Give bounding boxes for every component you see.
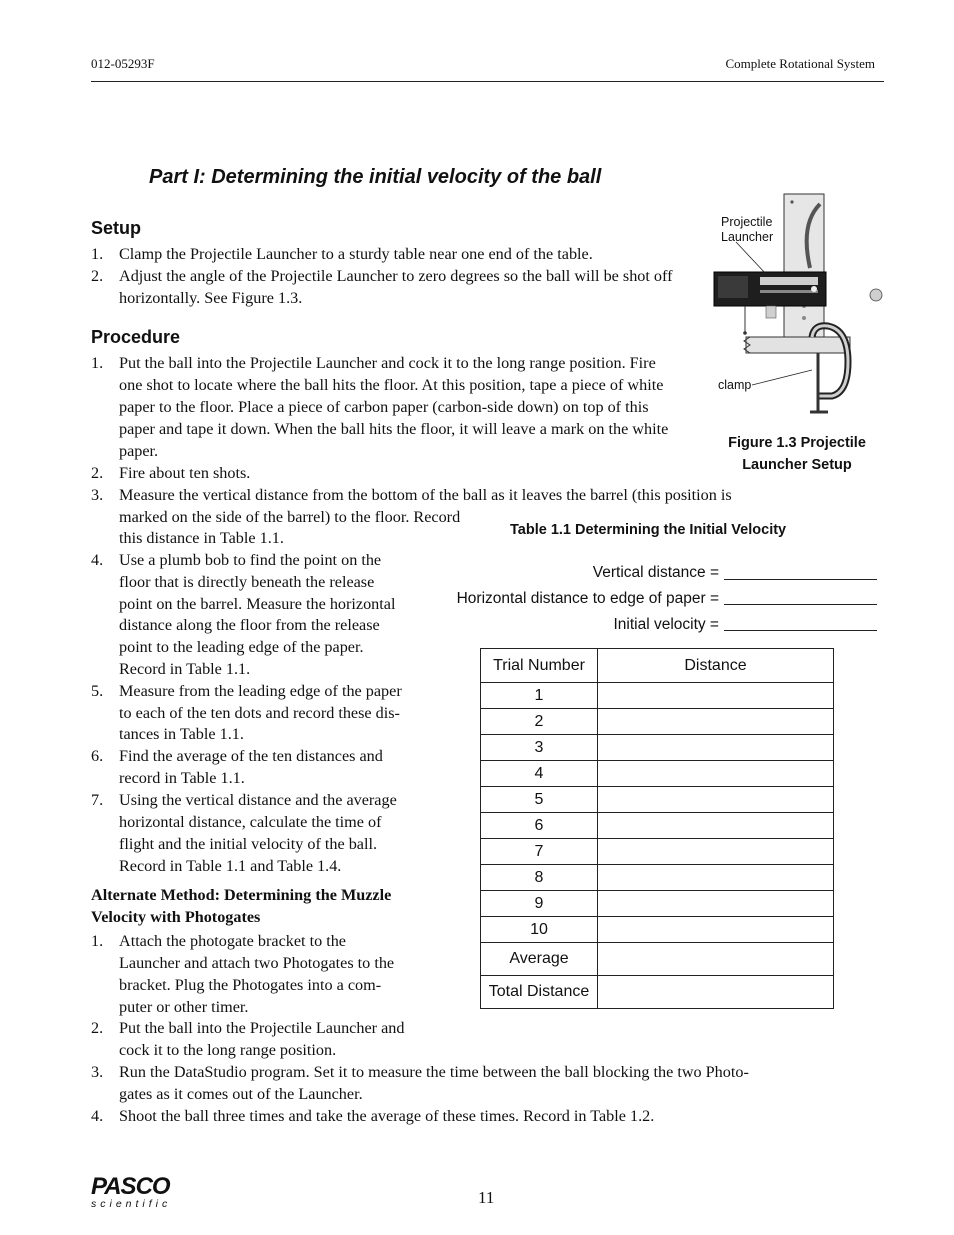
item-line: Clamp the Projectile Launcher to a sturdy table near one end of the table.	[119, 245, 593, 263]
table-row	[481, 917, 834, 943]
ball	[870, 289, 882, 301]
barrel-knob	[811, 286, 817, 292]
average-cell	[598, 943, 834, 976]
item-line: Attach the photogate bracket to the	[119, 932, 346, 950]
item-number: 2.	[91, 1019, 104, 1037]
distance-cell	[598, 709, 834, 735]
item-line: puter or other timer.	[119, 998, 249, 1016]
item-line: horizontal distance, calculate the time of	[119, 813, 382, 831]
doc-number: 012-05293F	[91, 56, 155, 71]
plate-screw	[790, 200, 793, 203]
table-row	[481, 839, 834, 865]
distance-cell	[598, 761, 834, 787]
item-line: Put the ball into the Projectile Launcher and	[119, 1019, 405, 1037]
setup-heading: Setup	[91, 218, 142, 238]
release-mark-dot	[743, 331, 747, 335]
item-number: 2.	[91, 464, 104, 482]
table-row	[481, 865, 834, 891]
item-line: to each of the ten dots and record these dis-	[119, 704, 400, 722]
average-label: Average	[481, 943, 598, 976]
distance-cell	[598, 787, 834, 813]
total-distance-label: Total Distance	[481, 976, 598, 1009]
table-row	[481, 787, 834, 813]
item-line: record in Table 1.1.	[119, 769, 245, 787]
item-line: Record in Table 1.1.	[119, 660, 251, 678]
trial-number: 9	[481, 891, 598, 917]
item-line: Fire about ten shots.	[119, 464, 251, 482]
item-line: Record in Table 1.1 and Table 1.4.	[119, 857, 342, 875]
item-number: 3.	[91, 486, 104, 504]
item-line: Run the DataStudio program. Set it to measure the time between the ball blocking the two Photo-	[119, 1063, 749, 1081]
barrel-sticker	[718, 276, 748, 298]
trial-number: 3	[481, 735, 598, 761]
initial-velocity-label: Initial velocity =	[613, 616, 719, 633]
clamp-label: clamp	[718, 378, 752, 392]
trial-distance-table	[480, 648, 834, 1009]
plate-screw	[802, 316, 806, 320]
trial-number: 2	[481, 709, 598, 735]
clamp-pointer	[752, 370, 812, 385]
total-distance-cell	[598, 976, 834, 1009]
table-row	[481, 761, 834, 787]
logo-wordmark: PASCO	[91, 1173, 170, 1200]
item-line: Using the vertical distance and the average	[119, 791, 397, 809]
table-header-row	[481, 649, 834, 683]
trial-number: 5	[481, 787, 598, 813]
item-number: 3.	[91, 1063, 104, 1081]
item-line: Use a plumb bob to find the point on the	[119, 551, 382, 569]
doc-title: Complete Rotational System	[725, 56, 875, 71]
alternate-heading-line-1: Alternate Method: Determining the Muzzle	[91, 886, 392, 904]
distance-cell	[598, 891, 834, 917]
distance-cell	[598, 735, 834, 761]
alternate-heading-line-2: Velocity with Photogates	[91, 908, 261, 926]
trial-number: 1	[481, 683, 598, 709]
distance-cell	[598, 683, 834, 709]
figure-caption-line-2: Launcher Setup	[742, 457, 852, 473]
page-title: Part I: Determining the initial velocity of the ball	[149, 166, 602, 188]
trial-number: 6	[481, 813, 598, 839]
item-line: Put the ball into the Projectile Launcher and cock it to the long range position. Fire	[119, 354, 656, 372]
launcher-pointer	[736, 242, 766, 274]
total-row	[481, 976, 834, 1009]
table-caption: Table 1.1 Determining the Initial Velocity	[510, 522, 787, 538]
table-row	[481, 683, 834, 709]
item-number: 4.	[91, 1107, 104, 1125]
table-row	[481, 891, 834, 917]
vertical-distance-blank	[724, 579, 877, 580]
table-row	[481, 813, 834, 839]
distance-cell	[598, 839, 834, 865]
item-line: tances in Table 1.1.	[119, 725, 244, 743]
item-line: one shot to locate where the ball hits the floor. At this position, tape a piece of white	[119, 376, 664, 394]
distance-cell	[598, 917, 834, 943]
item-line: point to the leading edge of the paper.	[119, 638, 364, 656]
average-row	[481, 943, 834, 976]
item-number: 7.	[91, 791, 104, 809]
page-number: 11	[478, 1188, 495, 1207]
vertical-distance-label: Vertical distance =	[592, 564, 719, 581]
item-line: distance along the floor from the release	[119, 616, 380, 634]
logo-subtext: scientific	[91, 1198, 172, 1210]
item-number: 4.	[91, 551, 104, 569]
item-number: 1.	[91, 245, 104, 263]
item-number: 1.	[91, 932, 104, 950]
item-number: 2.	[91, 267, 104, 285]
item-line: paper to the floor. Place a piece of carbon paper (carbon-side down) on top of this	[119, 398, 649, 416]
barrel-bracket	[766, 306, 776, 318]
trial-number: 4	[481, 761, 598, 787]
item-line: Find the average of the ten distances and	[119, 747, 383, 765]
item-line: flight and the initial velocity of the ball.	[119, 835, 378, 853]
item-number: 6.	[91, 747, 104, 765]
barrel-label	[760, 277, 818, 285]
item-line: point on the barrel. Measure the horizontal	[119, 595, 396, 613]
table-row	[481, 735, 834, 761]
item-line: this distance in Table 1.1.	[119, 529, 284, 547]
item-line: Launcher and attach two Photogates to the	[119, 954, 395, 972]
horizontal-distance-label: Horizontal distance to edge of paper =	[456, 590, 719, 607]
launcher-label-line-1: Projectile	[721, 215, 773, 229]
item-line: paper.	[119, 442, 159, 460]
procedure-heading: Procedure	[91, 327, 181, 347]
horizontal-distance-blank	[724, 604, 877, 605]
table-row	[481, 709, 834, 735]
item-line: horizontally. See Figure 1.3.	[119, 289, 303, 307]
pasco-logo	[91, 1173, 172, 1210]
item-line: Measure from the leading edge of the paper	[119, 682, 402, 700]
figure-caption-line-1: Figure 1.3 Projectile	[728, 435, 866, 451]
item-line: marked on the side of the barrel) to the floor. Record	[119, 508, 461, 526]
initial-velocity-blank	[724, 630, 877, 631]
item-line: Measure the vertical distance from the bottom of the ball as it leaves the barrel (this position is	[119, 486, 732, 504]
item-line: Adjust the angle of the Projectile Launcher to zero degrees so the ball will be shot off	[119, 267, 673, 285]
launcher-label-line-2: Launcher	[721, 230, 774, 244]
barrel-scale	[760, 290, 818, 293]
header-rule	[91, 81, 884, 82]
col-header-distance: Distance	[598, 649, 834, 683]
item-line: gates as it comes out of the Launcher.	[119, 1085, 363, 1103]
item-line: bracket. Plug the Photogates into a com-	[119, 976, 382, 994]
item-number: 1.	[91, 354, 104, 372]
item-line: floor that is directly beneath the release	[119, 573, 375, 591]
distance-cell	[598, 813, 834, 839]
item-number: 5.	[91, 682, 104, 700]
item-line: Shoot the ball three times and take the average of these times. Record in Table 1.2.	[119, 1107, 655, 1125]
distance-cell	[598, 865, 834, 891]
trial-number: 10	[481, 917, 598, 943]
item-line: paper and tape it down. When the ball hits the floor, it will leave a mark on the white	[119, 420, 669, 438]
figure-caption	[712, 432, 882, 476]
trial-number: 8	[481, 865, 598, 891]
item-line: cock it to the long range position.	[119, 1041, 337, 1059]
table-edge	[746, 337, 850, 353]
trial-number: 7	[481, 839, 598, 865]
col-header-trial: Trial Number	[481, 649, 598, 683]
